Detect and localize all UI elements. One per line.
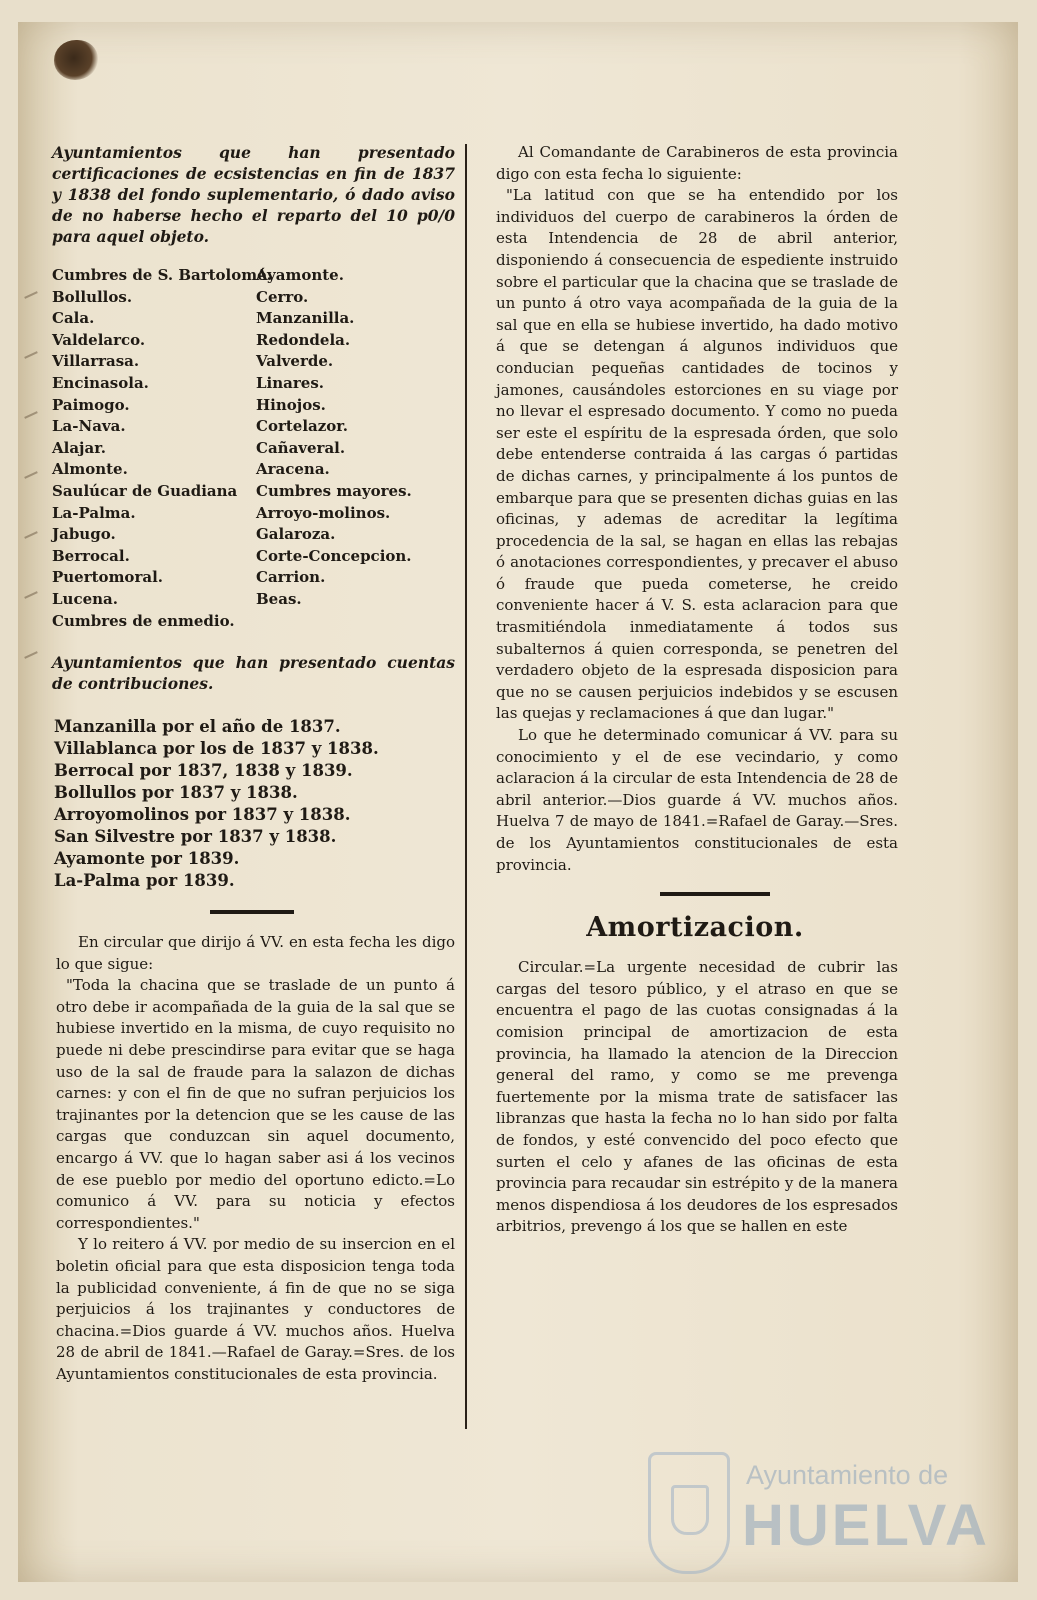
accounts-heading: Ayuntamientos que han presentado cuentas de contribuciones. xyxy=(52,653,455,694)
town: Berrocal. xyxy=(52,546,130,565)
account-entry: La-Palma por 1839. xyxy=(54,871,235,891)
carabineros-intro: Al Comandante de Carabineros de esta provincia digo con esta fecha lo siguiente: xyxy=(496,143,898,183)
account-entry: Bollullos por 1837 y 1838. xyxy=(54,783,298,803)
archive-watermark xyxy=(648,1452,1018,1582)
left-column xyxy=(40,142,455,1386)
town: Cumbres de enmedio. xyxy=(52,611,235,630)
town: Cañaveral. xyxy=(256,438,346,457)
town: Alajar. xyxy=(52,438,106,457)
circular-quote: "Toda la chacina que se traslade de un punto á otro debe ir acompañada de la guia de la sal que se hubiese invertido en la misma, de cuyo requisito no puede ni debe prescindirse para evitar que se haga uso de la sal de fraude para la salazon de dichas carnes: y con el fin de que no sufran perjuicios los trajinantes por la detencion que se les cause de las cargas que conduzcan sin aquel documento, encargo á VV. que lo hagan saber asi á los vecinos de ese pueblo por medio del oportuno edicto.=Lo comunico á VV. para su noticia y efectos correspondientes." xyxy=(56,976,455,1232)
town: Ayamonte. xyxy=(256,266,344,284)
town: Cumbres mayores. xyxy=(256,481,412,500)
town: Saulúcar de Guadiana xyxy=(52,481,238,500)
account-entry: San Silvestre por 1837 y 1838. xyxy=(54,827,337,847)
account-entry: Ayamonte por 1839. xyxy=(54,849,240,869)
ink-stain xyxy=(54,40,98,80)
city-shield-icon xyxy=(648,1452,730,1574)
right-column xyxy=(480,142,898,1238)
town: Puertomoral. xyxy=(52,568,163,587)
town: La-Nava. xyxy=(52,417,126,436)
town: Cerro. xyxy=(256,287,309,306)
town: Valverde. xyxy=(256,352,334,371)
town: Valdelarco. xyxy=(52,330,146,349)
column-divider xyxy=(465,144,467,1429)
town: Hinojos. xyxy=(256,395,326,414)
towns-list xyxy=(52,265,455,632)
town: Cortelazor. xyxy=(256,417,349,436)
accounts-list xyxy=(54,716,455,892)
account-entry: Arroyomolinos por 1837 y 1838. xyxy=(54,805,351,825)
town: Bollullos. xyxy=(52,287,133,306)
town: Lucena. xyxy=(52,589,118,608)
amortizacion-circular: Circular.=La urgente necesidad de cubrir las cargas del tesoro público, y el atraso en que se encuentra el pago de las cuotas consignadas á la comision principal de amortizacion de esta provincia, ha llamado la atencion de la Direccion general del ramo, y como se me prevenga fuertemente por la misma trate de satisfacer las libranzas que hasta la fecha no lo han sido por falta de fondos, y esté convencido del poco efecto que surten el celo y afanes de las oficinas de esta provincia para recaudar sin estrépito y de la manera menos dispendiosa á los deudores de los espresados arbitrios, prevengo á los que se hallen en este xyxy=(496,958,898,1236)
circular-reiteration: Y lo reitero á VV. por medio de su insercion en el boletin oficial para que esta disposicion tenga toda la publicidad conveniente, á fin de que no se siga perjuicios á los trajinantes y conductores de chacina.=Dios guarde á VV. muchos años. Huelva 28 de abril de 1841.—Rafael de Garay.=Sres. de los Ayuntamientos constitucionales de esta provincia. xyxy=(56,1235,455,1383)
account-entry: Manzanilla por el año de 1837. xyxy=(54,717,341,737)
town: Villarrasa. xyxy=(52,352,140,371)
town: Cala. xyxy=(52,309,95,328)
town: Carrion. xyxy=(256,568,326,587)
circular-intro: En circular que dirijo á VV. en esta fecha les digo lo que sigue: xyxy=(56,933,455,973)
town: Redondela. xyxy=(256,330,351,349)
town: Almonte. xyxy=(52,460,128,479)
town: Beas. xyxy=(256,589,302,608)
town: Corte-Concepcion. xyxy=(256,546,412,565)
section-divider xyxy=(210,910,294,914)
account-entry: Villablanca por los de 1837 y 1838. xyxy=(54,739,379,759)
town: Aracena. xyxy=(256,460,330,479)
town: Paimogo. xyxy=(52,395,130,414)
watermark-line1: Ayuntamiento de xyxy=(746,1460,949,1490)
section-title: Amortizacion. xyxy=(586,912,804,944)
town: Encinasola. xyxy=(52,373,149,392)
town: Cumbres de S. Bartolomé. xyxy=(52,266,272,284)
town: Jabugo. xyxy=(52,525,116,544)
section-divider xyxy=(660,892,770,896)
carabineros-closing: Lo que he determinado comunicar á VV. para su conocimiento y el de ese vecindario, y como aclaracion á la circular de esta Intendencia de 28 de abril anterior.—Dios guarde á VV. muchos años. Huelva 7 de mayo de 1841.=Rafael de Garay.—Sres. de los Ayuntamientos constitucionales de esta provincia. xyxy=(496,726,898,874)
town: Arroyo-molinos. xyxy=(256,503,391,522)
town: Galaroza. xyxy=(256,525,336,544)
watermark-line2: HUELVA xyxy=(742,1493,990,1558)
town: Linares. xyxy=(256,373,324,392)
certificates-heading: Ayuntamientos que han presentado certificaciones de ecsistencias en fin de 1837 y 1838 del fondo suplementario, ó dado aviso de no haberse hecho el reparto del 10 p0/0 para aquel objeto. xyxy=(52,143,455,246)
carabineros-quote: "La latitud con que se ha entendido por los individuos del cuerpo de carabineros la órden de esta Intendencia de 28 de abril anterior, disponiendo á consecuencia de espediente instruido sobre el particular que la chacina que se traslade de un punto á otro vaya acompañada de la guia de la sal que en ella se hubiese invertido, ha dado motivo á que se detengan á algunos individuos que conducian pequeñas cantidades de tocinos y jamones, causándoles estorciones en su viage por no llevar el espresado documento. Y como no pueda ser este el espíritu de la espresada órden, que solo debe entenderse contraida á las cargas ó partidas de dichas carnes, y principalmente á los puntos de embarque para que se presenten dichas guias en las oficinas, y ademas de acreditar la legítima procedencia de la sal, se hagan en ellas las rebajas ó anotaciones correspondientes, y precaver el abuso ó fraude que pueda cometerse, he creido conveniente hacer á V. S. esta aclaracion para que trasmitiéndola inmediatamente á todos sus subalternos á quien corresponda, se penetren del verdadero objeto de la espresada disposicion para que no se causen perjuicios indebidos y se escusen las quejas y reclamaciones á que dan lugar." xyxy=(496,186,898,723)
town: La-Palma. xyxy=(52,503,136,522)
account-entry: Berrocal por 1837, 1838 y 1839. xyxy=(54,761,353,781)
town: Manzanilla. xyxy=(256,309,355,328)
newspaper-page xyxy=(18,22,1018,1582)
